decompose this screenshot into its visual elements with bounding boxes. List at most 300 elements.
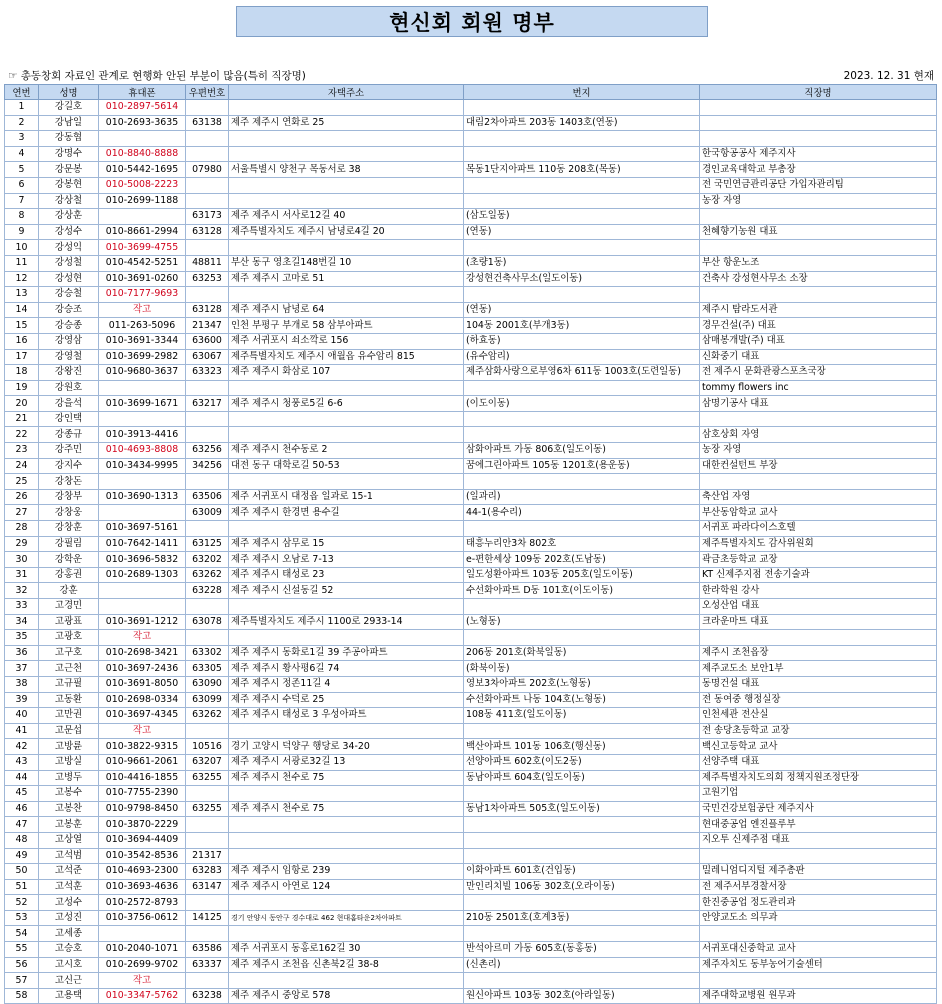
- cell-workplace: 축산업 자영: [700, 489, 937, 505]
- cell-workplace: 국민건강보험공단 제주지사: [700, 801, 937, 817]
- cell-detail: (이도이동): [464, 396, 700, 412]
- cell-phone: 010-3347-5762: [99, 988, 186, 1004]
- cell-no: 12: [5, 271, 39, 287]
- cell-address: [229, 177, 464, 193]
- table-row: [5, 786, 937, 802]
- table-row: [5, 115, 937, 131]
- table-header: [5, 85, 937, 100]
- cell-address: 서울특별시 양천구 목동서로 38: [229, 162, 464, 178]
- cell-address: 인천 부평구 부개로 58 삼부아파트: [229, 318, 464, 334]
- cell-no: 9: [5, 224, 39, 240]
- cell-no: 42: [5, 739, 39, 755]
- column-header: 휴대폰: [99, 85, 186, 100]
- cell-phone: 010-3694-4409: [99, 832, 186, 848]
- cell-detail: 동남1차아파트 505호(일도이동): [464, 801, 700, 817]
- cell-address: 제주 제주시 서사로12길 40: [229, 209, 464, 225]
- cell-no: 54: [5, 926, 39, 942]
- cell-name: 강종규: [39, 427, 99, 443]
- cell-name: 고만권: [39, 708, 99, 724]
- cell-name: 강주민: [39, 443, 99, 459]
- table-body: [5, 100, 937, 1004]
- cell-zip: 63506: [186, 489, 229, 505]
- table-row: [5, 879, 937, 895]
- cell-detail: (연동): [464, 224, 700, 240]
- table-row: [5, 926, 937, 942]
- cell-address: [229, 427, 464, 443]
- cell-phone: [99, 380, 186, 396]
- table-row: [5, 692, 937, 708]
- cell-workplace: 대한컨설턴트 부장: [700, 458, 937, 474]
- cell-address: [229, 926, 464, 942]
- cell-address: [229, 193, 464, 209]
- cell-no: 47: [5, 817, 39, 833]
- cell-phone: 010-4693-8808: [99, 443, 186, 459]
- cell-workplace: 크라운마트 대표: [700, 614, 937, 630]
- cell-address: [229, 287, 464, 303]
- cell-detail: 영보3차아파트 202호(노형동): [464, 676, 700, 692]
- table-row: [5, 895, 937, 911]
- cell-phone: 010-3696-5832: [99, 552, 186, 568]
- cell-phone: 010-3434-9995: [99, 458, 186, 474]
- cell-phone: 010-2698-3421: [99, 645, 186, 661]
- table-row: [5, 302, 937, 318]
- cell-no: 56: [5, 957, 39, 973]
- cell-name: 강성현: [39, 271, 99, 287]
- cell-name: 고경민: [39, 599, 99, 615]
- cell-phone: 010-2689-1303: [99, 567, 186, 583]
- cell-workplace: 제주대학교병원 원무과: [700, 988, 937, 1004]
- cell-name: 강승철: [39, 287, 99, 303]
- cell-no: 6: [5, 177, 39, 193]
- cell-workplace: 전 국민연금관리공단 가입자관리팀: [700, 177, 937, 193]
- cell-detail: (노형동): [464, 614, 700, 630]
- cell-address: 제주특별자치도 제주시 남녕로4길 20: [229, 224, 464, 240]
- cell-workplace: [700, 287, 937, 303]
- table-row: [5, 723, 937, 739]
- cell-address: 제주 제주시 황사평6길 74: [229, 661, 464, 677]
- cell-no: 5: [5, 162, 39, 178]
- table-row: [5, 318, 937, 334]
- cell-name: 강성익: [39, 240, 99, 256]
- cell-address: [229, 630, 464, 646]
- cell-phone: 010-9798-8450: [99, 801, 186, 817]
- cell-phone: 010-3699-4755: [99, 240, 186, 256]
- cell-name: 강승조: [39, 302, 99, 318]
- cell-workplace: 한국항공공사 제주지사: [700, 146, 937, 162]
- cell-name: 강학운: [39, 552, 99, 568]
- cell-address: [229, 146, 464, 162]
- cell-address: [229, 100, 464, 116]
- cell-detail: 반석아르미 가동 605호(동홍동): [464, 942, 700, 958]
- cell-workplace: 안양교도소 의무과: [700, 910, 937, 926]
- table-row: [5, 209, 937, 225]
- cell-no: 37: [5, 661, 39, 677]
- cell-address: 제주 제주시 신설동길 52: [229, 583, 464, 599]
- cell-name: 고방륜: [39, 739, 99, 755]
- cell-zip: 63099: [186, 692, 229, 708]
- table-row: [5, 271, 937, 287]
- cell-name: 고석준: [39, 864, 99, 880]
- cell-detail: (하효동): [464, 333, 700, 349]
- cell-zip: 63128: [186, 224, 229, 240]
- cell-no: 50: [5, 864, 39, 880]
- cell-detail: [464, 848, 700, 864]
- cell-phone: [99, 583, 186, 599]
- cell-zip: [186, 380, 229, 396]
- cell-name: 강영철: [39, 349, 99, 365]
- table-row: [5, 333, 937, 349]
- cell-no: 40: [5, 708, 39, 724]
- table-row: [5, 396, 937, 412]
- cell-phone: 010-3690-1313: [99, 489, 186, 505]
- cell-workplace: 고원기업: [700, 786, 937, 802]
- table-row: [5, 552, 937, 568]
- table-row: [5, 536, 937, 552]
- cell-detail: [464, 723, 700, 739]
- cell-detail: [464, 100, 700, 116]
- table-row: [5, 193, 937, 209]
- cell-zip: [186, 973, 229, 989]
- cell-address: [229, 895, 464, 911]
- cell-zip: [186, 474, 229, 490]
- table-row: [5, 521, 937, 537]
- cell-workplace: 서귀포 파라다이스호텔: [700, 521, 937, 537]
- cell-zip: [186, 723, 229, 739]
- table-row: [5, 100, 937, 116]
- column-header: 연번: [5, 85, 39, 100]
- cell-detail: [464, 287, 700, 303]
- column-header: 성명: [39, 85, 99, 100]
- cell-no: 35: [5, 630, 39, 646]
- table-row: [5, 614, 937, 630]
- cell-workplace: 제주특별자치도 감사위원회: [700, 536, 937, 552]
- cell-no: 22: [5, 427, 39, 443]
- cell-address: 제주 제주시 서광로32길 13: [229, 754, 464, 770]
- cell-no: 45: [5, 786, 39, 802]
- cell-zip: [186, 895, 229, 911]
- cell-name: 강인택: [39, 411, 99, 427]
- cell-workplace: KT 신제주지점 전송기술과: [700, 567, 937, 583]
- cell-zip: [186, 287, 229, 303]
- cell-phone: 010-3822-9315: [99, 739, 186, 755]
- cell-no: 4: [5, 146, 39, 162]
- cell-detail: 이화아파트 601호(건입동): [464, 864, 700, 880]
- cell-name: 고석범: [39, 848, 99, 864]
- cell-workplace: 서귀포대신중학교 교사: [700, 942, 937, 958]
- cell-address: 제주 제주시 태성로 23: [229, 567, 464, 583]
- cell-address: [229, 973, 464, 989]
- cell-zip: [186, 177, 229, 193]
- cell-detail: (화북이동): [464, 661, 700, 677]
- cell-detail: 꿈에그린아파트 105동 1201호(용운동): [464, 458, 700, 474]
- cell-no: 52: [5, 895, 39, 911]
- cell-address: 제주 제주시 삼무로 15: [229, 536, 464, 552]
- cell-phone: 010-7177-9693: [99, 287, 186, 303]
- table-row: [5, 443, 937, 459]
- cell-no: 1: [5, 100, 39, 116]
- table-row: [5, 567, 937, 583]
- cell-address: [229, 832, 464, 848]
- cell-detail: (유수암리): [464, 349, 700, 365]
- cell-detail: 제주삼화사랑으로부영6차 611동 1003호(도련일동): [464, 365, 700, 381]
- cell-detail: 210동 2501호(호계3동): [464, 910, 700, 926]
- cell-address: 제주 제주시 한경면 용수길: [229, 505, 464, 521]
- cell-zip: 63078: [186, 614, 229, 630]
- cell-zip: 63173: [186, 209, 229, 225]
- cell-phone: 010-5442-1695: [99, 162, 186, 178]
- cell-workplace: [700, 926, 937, 942]
- cell-workplace: [700, 411, 937, 427]
- cell-zip: 63202: [186, 552, 229, 568]
- cell-address: 제주 제주시 청풍로5길 6-6: [229, 396, 464, 412]
- cell-detail: [464, 926, 700, 942]
- cell-detail: [464, 131, 700, 147]
- table-row: [5, 973, 937, 989]
- cell-zip: 63255: [186, 801, 229, 817]
- cell-no: 15: [5, 318, 39, 334]
- cell-phone: 010-4416-1855: [99, 770, 186, 786]
- cell-no: 26: [5, 489, 39, 505]
- cell-detail: 일도성환아파트 103동 205호(일도이동): [464, 567, 700, 583]
- cell-phone: [99, 131, 186, 147]
- table-row: [5, 380, 937, 396]
- table-row: [5, 287, 937, 303]
- cell-phone: 010-3697-4345: [99, 708, 186, 724]
- cell-zip: [186, 411, 229, 427]
- cell-detail: 백산아파트 101동 106호(행신동): [464, 739, 700, 755]
- cell-phone: 010-3699-1671: [99, 396, 186, 412]
- cell-no: 16: [5, 333, 39, 349]
- cell-detail: [464, 832, 700, 848]
- cell-phone: 010-8840-8888: [99, 146, 186, 162]
- cell-detail: 44-1(용수리): [464, 505, 700, 521]
- table-row: [5, 770, 937, 786]
- cell-detail: [464, 521, 700, 537]
- cell-detail: e-편한세상 109동 202호(도남동): [464, 552, 700, 568]
- cell-name: 강상훈: [39, 209, 99, 225]
- cell-name: 강을석: [39, 396, 99, 412]
- cell-zip: 48811: [186, 255, 229, 271]
- cell-name: 강성수: [39, 224, 99, 240]
- cell-phone: 010-2699-1188: [99, 193, 186, 209]
- cell-zip: 63586: [186, 942, 229, 958]
- table-row: [5, 255, 937, 271]
- cell-zip: 63255: [186, 770, 229, 786]
- cell-name: 고성진: [39, 910, 99, 926]
- cell-zip: 63337: [186, 957, 229, 973]
- cell-workplace: 동명건설 대표: [700, 676, 937, 692]
- cell-name: 강필림: [39, 536, 99, 552]
- cell-phone: 010-3699-2982: [99, 349, 186, 365]
- cell-workplace: [700, 100, 937, 116]
- table-row: [5, 630, 937, 646]
- cell-name: 고방실: [39, 754, 99, 770]
- cell-detail: 원신아파트 103동 302호(아라일동): [464, 988, 700, 1004]
- table-row: [5, 349, 937, 365]
- cell-zip: [186, 131, 229, 147]
- cell-no: 32: [5, 583, 39, 599]
- cell-phone: [99, 474, 186, 490]
- cell-phone: [99, 926, 186, 942]
- cell-address: 제주 서귀포시 대정읍 일과로 15-1: [229, 489, 464, 505]
- cell-zip: [186, 240, 229, 256]
- cell-detail: [464, 411, 700, 427]
- cell-zip: 63138: [186, 115, 229, 131]
- cell-workplace: 신화중기 대표: [700, 349, 937, 365]
- cell-workplace: 건축사 강성현사무소 소장: [700, 271, 937, 287]
- cell-name: 고규필: [39, 676, 99, 692]
- cell-address: 제주 제주시 아연로 124: [229, 879, 464, 895]
- cell-no: 29: [5, 536, 39, 552]
- cell-detail: [464, 973, 700, 989]
- cell-workplace: 곽금초등학교 교장: [700, 552, 937, 568]
- cell-no: 43: [5, 754, 39, 770]
- cell-workplace: 지오투 신제주점 대표: [700, 832, 937, 848]
- cell-zip: 63207: [186, 754, 229, 770]
- cell-workplace: 경인교육대학교 부총장: [700, 162, 937, 178]
- cell-name: 고신근: [39, 973, 99, 989]
- cell-workplace: 오성산업 대표: [700, 599, 937, 615]
- cell-address: [229, 131, 464, 147]
- cell-zip: 63090: [186, 676, 229, 692]
- column-header: 번지: [464, 85, 700, 100]
- cell-detail: (일과리): [464, 489, 700, 505]
- cell-name: 고세종: [39, 926, 99, 942]
- cell-address: [229, 723, 464, 739]
- cell-workplace: 백신고등학교 교사: [700, 739, 937, 755]
- cell-name: 고문섭: [39, 723, 99, 739]
- cell-detail: 104동 2001호(부개3동): [464, 318, 700, 334]
- cell-detail: [464, 177, 700, 193]
- cell-workplace: [700, 973, 937, 989]
- cell-zip: 14125: [186, 910, 229, 926]
- cell-name: 강길호: [39, 100, 99, 116]
- table-row: [5, 957, 937, 973]
- cell-detail: 태흥누리안3차 802호: [464, 536, 700, 552]
- cell-workplace: 현대중공업 엔진플루부: [700, 817, 937, 833]
- cell-phone: 작고: [99, 973, 186, 989]
- cell-address: 제주 제주시 수덕로 25: [229, 692, 464, 708]
- cell-name: 고구호: [39, 645, 99, 661]
- cell-zip: [186, 786, 229, 802]
- cell-no: 13: [5, 287, 39, 303]
- cell-name: 강창돈: [39, 474, 99, 490]
- cell-phone: 작고: [99, 302, 186, 318]
- cell-name: 강명수: [39, 146, 99, 162]
- cell-address: 제주 제주시 중앙로 578: [229, 988, 464, 1004]
- cell-name: 고광표: [39, 614, 99, 630]
- cell-address: 제주 제주시 오남로 7-13: [229, 552, 464, 568]
- cell-workplace: 선양주택 대표: [700, 754, 937, 770]
- table-row: [5, 864, 937, 880]
- cell-zip: 63228: [186, 583, 229, 599]
- cell-name: 고승호: [39, 942, 99, 958]
- cell-workplace: 삼명기공사 대표: [700, 396, 937, 412]
- cell-zip: 63125: [186, 536, 229, 552]
- cell-phone: 010-3691-0260: [99, 271, 186, 287]
- cell-zip: 63009: [186, 505, 229, 521]
- cell-phone: 010-3870-2229: [99, 817, 186, 833]
- cell-zip: [186, 926, 229, 942]
- cell-no: 49: [5, 848, 39, 864]
- cell-phone: 010-9661-2061: [99, 754, 186, 770]
- date-text: 2023. 12. 31 현재: [843, 70, 934, 82]
- cell-phone: 010-3697-5161: [99, 521, 186, 537]
- table-row: [5, 224, 937, 240]
- cell-address: 제주 서귀포시 동홍로162길 30: [229, 942, 464, 958]
- cell-address: 경기 안양시 동안구 경수대로 462 현대홈타운2차아파트: [229, 910, 464, 926]
- cell-detail: [464, 193, 700, 209]
- cell-no: 10: [5, 240, 39, 256]
- cell-address: [229, 474, 464, 490]
- table-row: [5, 146, 937, 162]
- cell-phone: 010-4542-5251: [99, 255, 186, 271]
- cell-address: [229, 411, 464, 427]
- cell-no: 20: [5, 396, 39, 412]
- cell-zip: 34256: [186, 458, 229, 474]
- cell-address: 제주 제주시 동화로1길 39 주공아파트: [229, 645, 464, 661]
- table-row: [5, 583, 937, 599]
- cell-address: 부산 동구 영초길148번길 10: [229, 255, 464, 271]
- cell-no: 55: [5, 942, 39, 958]
- cell-address: 제주 제주시 조천읍 신촌북2길 38-8: [229, 957, 464, 973]
- cell-no: 30: [5, 552, 39, 568]
- column-header: 직장명: [700, 85, 937, 100]
- cell-phone: 010-8661-2994: [99, 224, 186, 240]
- cell-detail: 목동1단지아파트 110동 208호(목동): [464, 162, 700, 178]
- table-row: [5, 645, 937, 661]
- table-row: [5, 489, 937, 505]
- cell-no: 48: [5, 832, 39, 848]
- cell-phone: 010-2572-8793: [99, 895, 186, 911]
- cell-name: 강성철: [39, 255, 99, 271]
- cell-workplace: 천혜향기농원 대표: [700, 224, 937, 240]
- table-row: [5, 942, 937, 958]
- cell-detail: [464, 786, 700, 802]
- cell-detail: (연동): [464, 302, 700, 318]
- cell-detail: [464, 427, 700, 443]
- cell-name: 강상철: [39, 193, 99, 209]
- cell-zip: 63323: [186, 365, 229, 381]
- cell-address: 제주 제주시 태성로 3 우성아파트: [229, 708, 464, 724]
- cell-no: 7: [5, 193, 39, 209]
- cell-phone: 010-3697-2436: [99, 661, 186, 677]
- cell-phone: 010-2693-3635: [99, 115, 186, 131]
- cell-no: 8: [5, 209, 39, 225]
- cell-no: 39: [5, 692, 39, 708]
- cell-no: 57: [5, 973, 39, 989]
- cell-detail: [464, 817, 700, 833]
- cell-name: 고근천: [39, 661, 99, 677]
- cell-workplace: 삼매봉개발(주) 대표: [700, 333, 937, 349]
- cell-zip: 63147: [186, 879, 229, 895]
- cell-zip: [186, 521, 229, 537]
- cell-phone: 010-3542-8536: [99, 848, 186, 864]
- cell-phone: 010-3691-3344: [99, 333, 186, 349]
- cell-no: 25: [5, 474, 39, 490]
- cell-name: 강왕진: [39, 365, 99, 381]
- cell-zip: 63253: [186, 271, 229, 287]
- cell-phone: 011-263-5096: [99, 318, 186, 334]
- cell-phone: 작고: [99, 723, 186, 739]
- cell-workplace: 전 동여중 행정실장: [700, 692, 937, 708]
- cell-address: 제주 서귀포시 쇠소깍로 156: [229, 333, 464, 349]
- cell-phone: 010-3756-0612: [99, 910, 186, 926]
- cell-zip: [186, 630, 229, 646]
- table-row: [5, 832, 937, 848]
- cell-zip: 21317: [186, 848, 229, 864]
- cell-workplace: 경무건설(주) 대표: [700, 318, 937, 334]
